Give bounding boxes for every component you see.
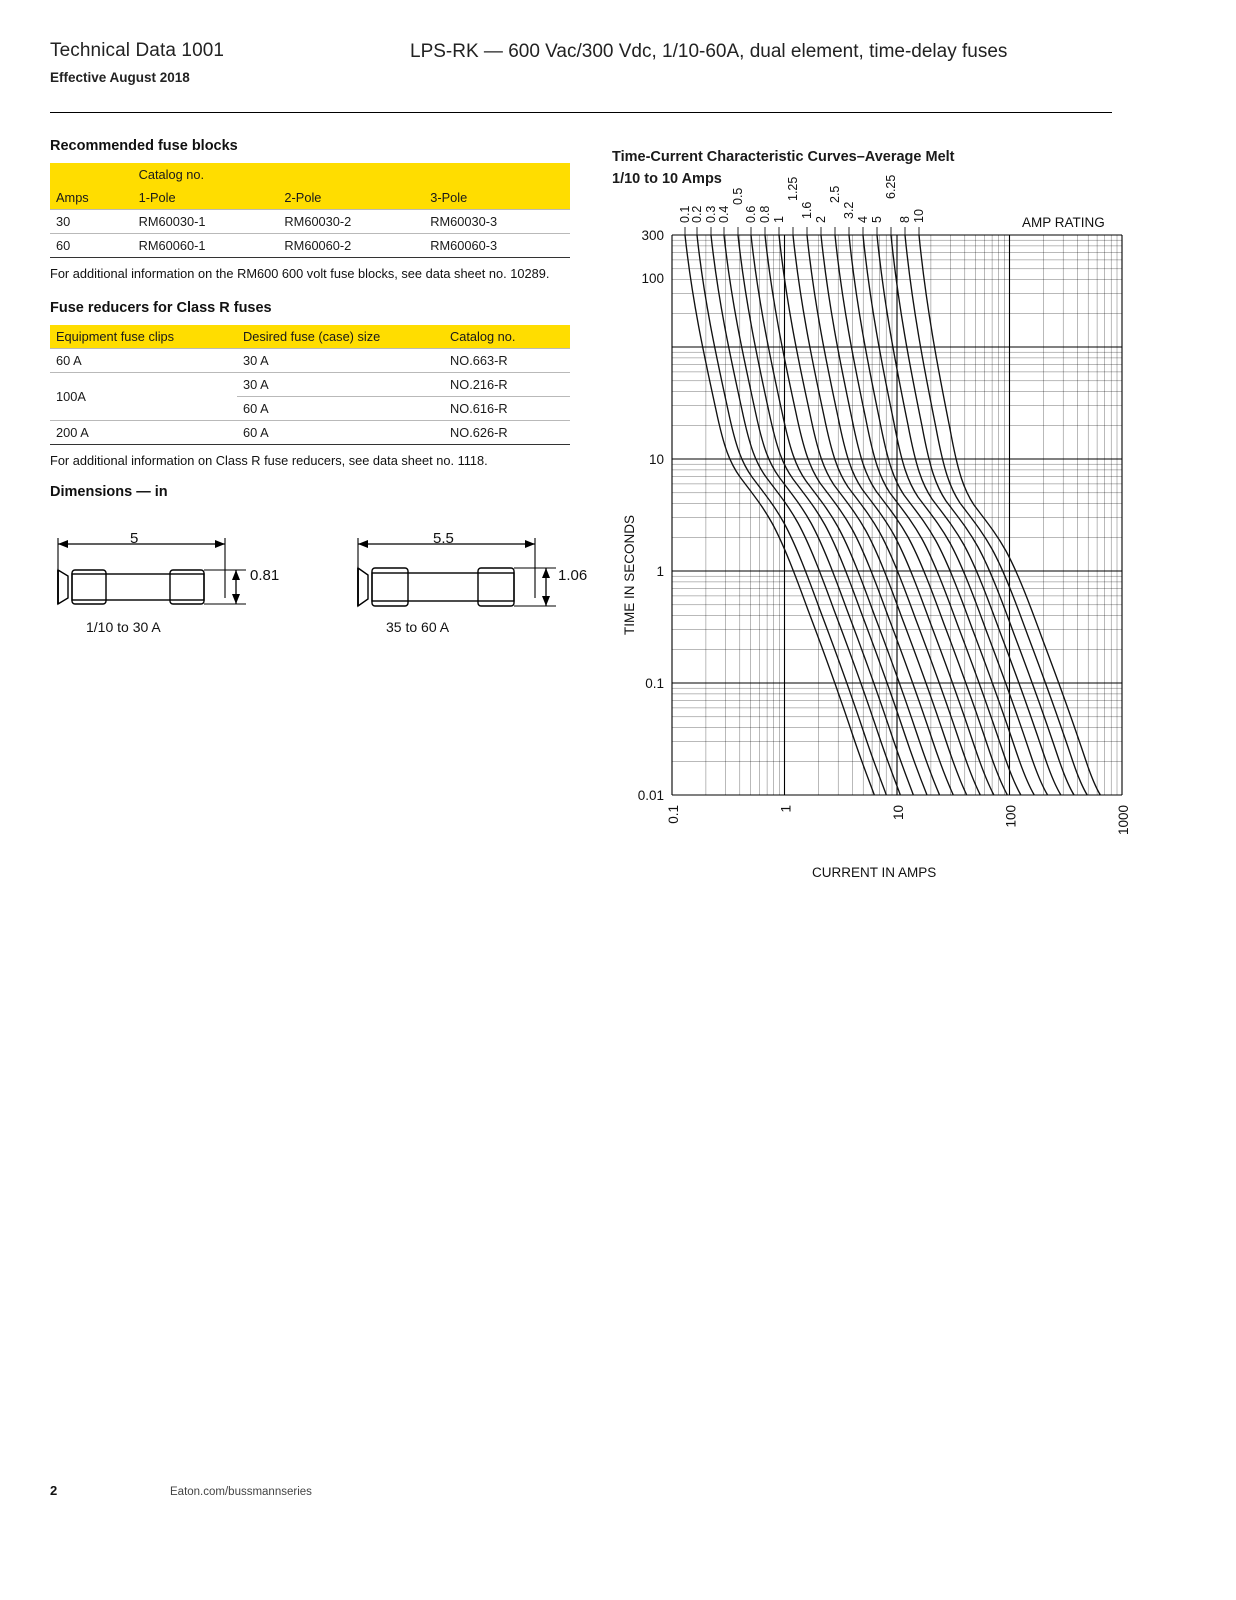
cell-size: 60 A [237,397,444,421]
y-tick-label: 0.01 [637,787,664,803]
page-number: 2 [50,1483,58,1498]
x-tick-label: 0.1 [666,804,681,824]
footer-site: Eaton.com/bussmannseries [170,1486,312,1498]
curve-label: 0.6 [744,205,758,223]
col-desired-size: Desired fuse (case) size [237,325,444,349]
reducers-heading: Fuse reducers for Class R fuses [50,300,272,317]
fuse-blocks-table [50,163,570,258]
curve-label: 2 [814,215,828,223]
curve-label: 2.5 [828,185,842,203]
x-tick-label: 10 [891,804,906,820]
table-row [50,373,570,397]
cell-3pole: RM60030-3 [424,210,570,234]
curve-label: 10 [912,209,926,223]
curve-label: 8 [898,215,912,223]
cell-2pole: RM60030-2 [278,210,424,234]
table-header-row [50,325,570,349]
cell-amps: 30 [50,210,133,234]
cell-clips: 200 A [50,421,237,445]
table-row [50,421,570,445]
col-catalog-no: Catalog no. [444,325,570,349]
table-header-row [50,186,570,210]
dimensions-heading: Dimensions — in [50,483,168,500]
col-equipment-clips: Equipment fuse clips [50,325,237,349]
cell-size: 60 A [237,421,444,445]
amp-rating-label: AMP RATING [1022,214,1105,230]
cell-catalog: NO.663-R [444,349,570,373]
cell-3pole: RM60060-3 [424,234,570,258]
col-amps: Amps [50,186,133,210]
col-3pole: 3-Pole [424,186,570,210]
x-tick-label: 1 [778,804,794,813]
curve-label: 1.6 [800,201,814,219]
y-tick-label: 300 [641,227,664,243]
cell-size: 30 A [237,349,444,373]
curve-label: 3.2 [842,201,856,219]
curve-label: 0.8 [758,205,772,223]
y-tick-label: 0.1 [645,675,664,691]
cell-1pole: RM60060-1 [133,234,279,258]
group-header-blank [50,163,133,186]
curve-label: 0.3 [704,205,718,223]
cell-catalog: NO.616-R [444,397,570,421]
dim-caption-small: 1/10 to 30 A [86,618,161,635]
cell-clips: 100A [50,373,237,421]
y-axis-title: TIME IN SECONDS [622,514,637,635]
cell-catalog: NO.626-R [444,421,570,445]
header-divider [50,112,1112,113]
chart-title-line2: 1/10 to 10 Amps [612,171,722,188]
reducers-table [50,325,570,445]
x-axis-title: CURRENT IN AMPS [812,864,937,880]
fuse-drawing-small [50,526,280,646]
curve-label: 0.2 [690,205,704,223]
cell-2pole: RM60060-2 [278,234,424,258]
x-tick-label: 1000 [1116,804,1131,835]
chart-title-line1: Time-Current Characteristic Curves–Average Melt [612,149,955,165]
y-tick-label: 100 [641,270,664,286]
table-group-header-row [50,163,570,186]
table-row [50,234,570,258]
dim-diameter-small: 0.81 [250,566,280,584]
effective-date: Effective August 2018 [50,70,190,85]
dim-length-small: 5 [130,529,139,547]
table-row [50,349,570,373]
curve-label: 5 [870,215,884,223]
table-row [50,210,570,234]
curve-label: 4 [856,215,870,223]
product-line-title: LPS-RK — 600 Vac/300 Vdc, 1/10-60A, dual element, time-delay fuses [410,41,1008,62]
col-1pole: 1-Pole [133,186,279,210]
header-left [50,40,224,85]
dim-length-large: 5.5 [433,529,454,547]
col-2pole: 2-Pole [278,186,424,210]
group-header-catalog: Catalog no. [133,163,570,186]
y-tick-label: 1 [656,563,664,579]
dim-diameter-large: 1.06 [558,566,588,584]
fuse-blocks-note: For additional information on the RM600 600 volt fuse blocks, see data sheet no. 10289. [50,266,550,281]
curve-label: 0.1 [678,205,692,223]
dimension-drawings [50,516,588,646]
cell-clips: 60 A [50,349,237,373]
reducers-note: For additional information on Class R fuse reducers, see data sheet no. 1118. [50,453,488,469]
fuse-blocks-heading: Recommended fuse blocks [50,138,238,154]
curve-label: 0.4 [717,205,731,223]
left-column [50,138,588,646]
cell-amps: 60 [50,234,133,258]
curve-label: 1.25 [786,176,800,201]
dim-caption-large: 35 to 60 A [386,618,450,635]
fuse-drawing-large [350,526,580,646]
document-title: Technical Data 1001 [50,40,225,61]
cell-1pole: RM60030-1 [133,210,279,234]
chart-panel [612,146,1152,925]
y-tick-label: 10 [648,451,664,467]
curve-label: 6.25 [884,174,898,199]
x-tick-label: 100 [1003,804,1019,828]
curve-label: 0.5 [731,187,745,205]
curve-label: 1 [772,215,786,223]
cell-catalog: NO.216-R [444,373,570,397]
cell-size: 30 A [237,373,444,397]
